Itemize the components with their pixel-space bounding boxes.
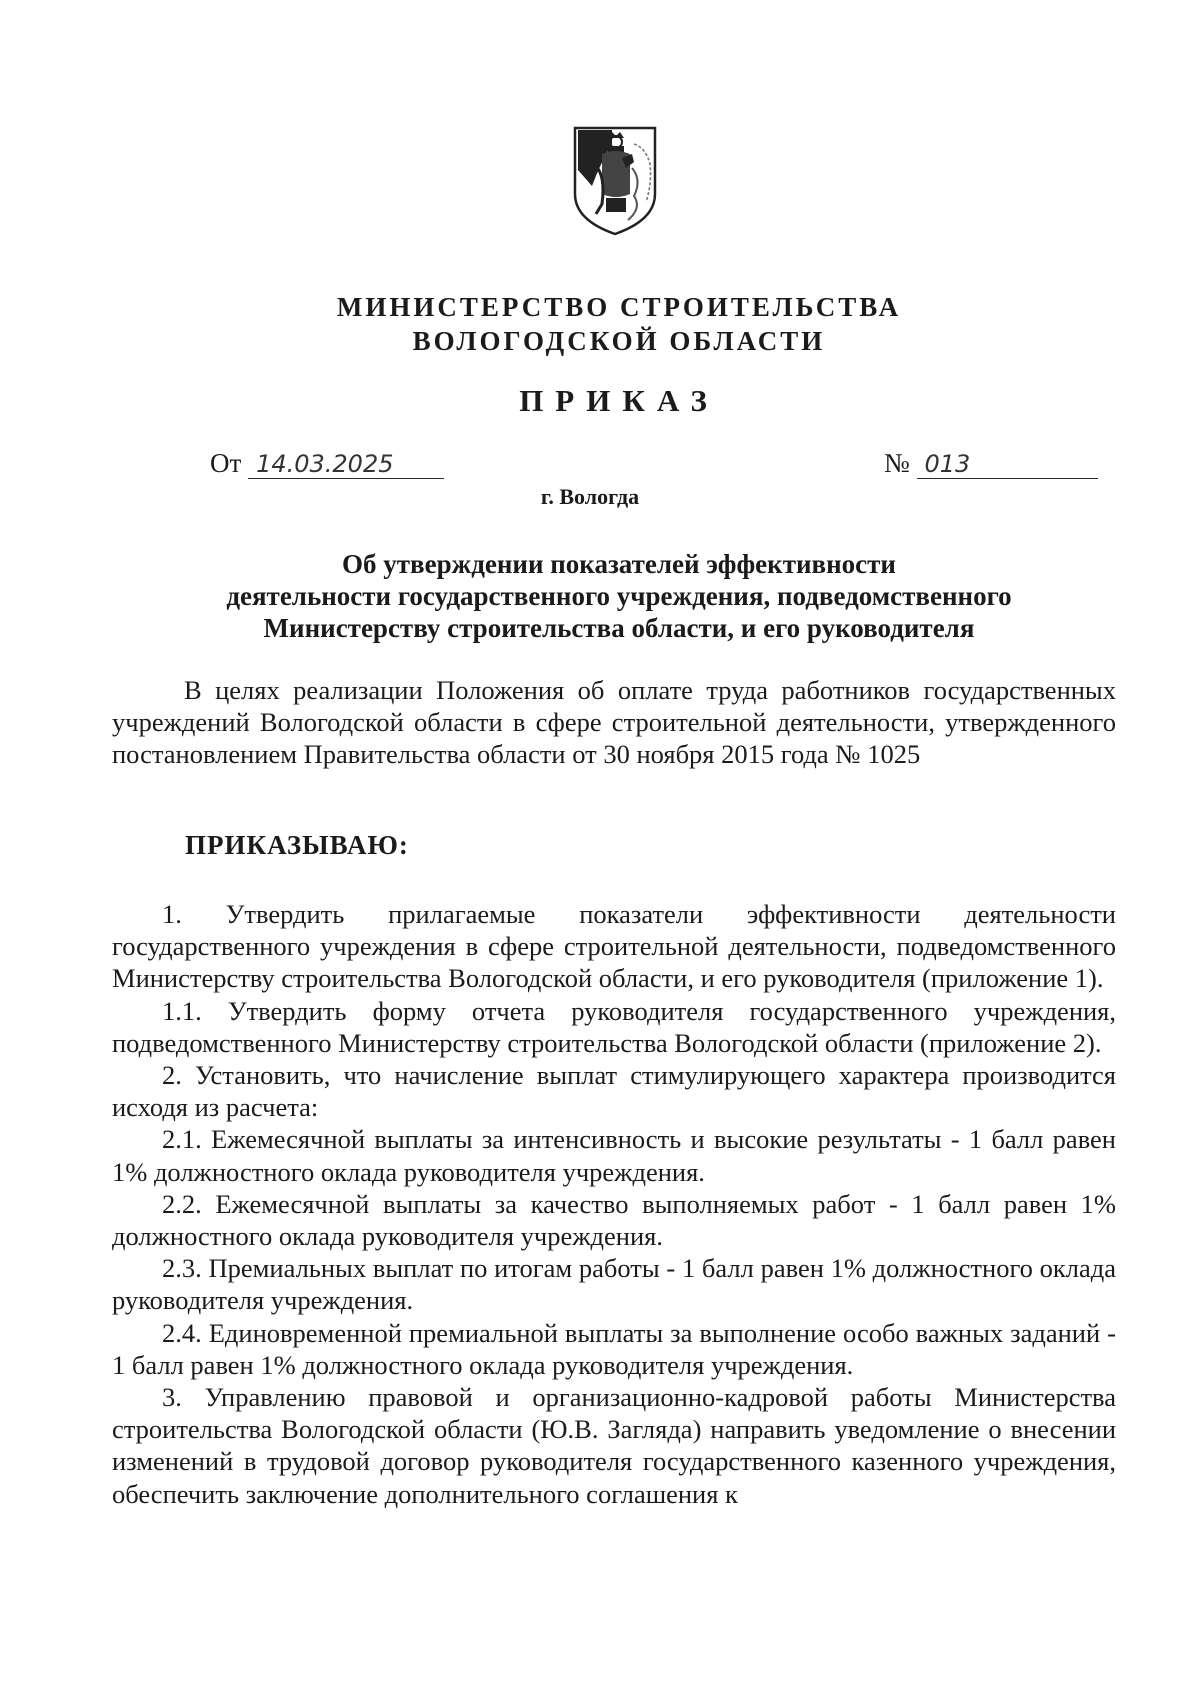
order-body bbox=[112, 898, 1116, 1510]
order-number-value: 013 bbox=[917, 450, 1098, 479]
order-item-2-4: 2.4. Единовременной премиальной выплаты за выполнение особо важных заданий - 1 балл равен 1% должностного оклада руководителя учреждения. bbox=[112, 1317, 1116, 1380]
document-type-title: ПРИКАЗ bbox=[519, 383, 719, 418]
ministry-name-line-2: ВОЛОГОДСКОЙ ОБЛАСТИ bbox=[412, 326, 826, 356]
date-prefix: От bbox=[210, 448, 242, 478]
order-number-row bbox=[884, 446, 1098, 480]
order-item-2: 2. Установить, что начисление выплат стимулирующего характера производится исходя из расчета: bbox=[112, 1060, 1116, 1123]
order-title-line-2: деятельности государственного учреждения, подведомственного bbox=[226, 581, 1012, 611]
order-item-2-2: 2.2. Ежемесячной выплаты за качество выполняемых работ - 1 балл равен 1% должностного оклада руководителя учреждения. bbox=[112, 1188, 1116, 1252]
order-title-line-3: Министерству строительства области, и его руководителя bbox=[263, 613, 975, 643]
number-prefix: № bbox=[884, 448, 910, 478]
order-title bbox=[0, 548, 1200, 644]
order-date-value: 14.03.2025 bbox=[248, 450, 444, 479]
order-directive-word: ПРИКАЗЫВАЮ: bbox=[185, 830, 409, 860]
order-item-2-3: 2.3. Премиальных выплат по итогам работы - 1 балл равен 1% должностного оклада руководителя учреждения. bbox=[112, 1253, 1116, 1316]
ministry-name-line-1: МИНИСТЕРСТВО СТРОИТЕЛЬСТВА bbox=[336, 292, 902, 322]
order-item-1-1: 1.1. Утвердить форму отчета руководителя государственного учреждения, подведомственного Министерству строительства Вологодской области (приложение 2). bbox=[112, 995, 1116, 1058]
order-date-row bbox=[210, 446, 444, 480]
vologda-coat-of-arms-icon bbox=[572, 124, 658, 238]
order-title-line-1: Об утверждении показателей эффективности bbox=[342, 549, 896, 579]
preamble-paragraph: В целях реализации Положения об оплате труда работников государственных учреждений Вологодской области в сфере строительной деятельности, утвержденного постановлением Правительства области от 30 ноября 2015 года № 1025 bbox=[112, 675, 1116, 770]
order-item-3: 3. Управлению правовой и организационно-кадровой работы Министерства строительства Вологодской области (Ю.В. Загляда) направить уведомление о внесении изменений в трудовой договор руководителя государственного казенного учреждения, обеспечить заключение дополнительного соглашения к bbox=[112, 1382, 1116, 1509]
city-name: г. Вологда bbox=[540, 484, 640, 509]
order-item-1: 1. Утвердить прилагаемые показатели эффективности деятельности государственного учреждения в сфере строительной деятельности, подведомственного Министерству строительства Вологодской области, и его руководителя (приложение 1). bbox=[112, 899, 1116, 994]
order-item-2-1: 2.1. Ежемесячной выплаты за интенсивность и высокие результаты - 1 балл равен 1% должностного оклада руководителя учреждения. bbox=[112, 1124, 1116, 1187]
